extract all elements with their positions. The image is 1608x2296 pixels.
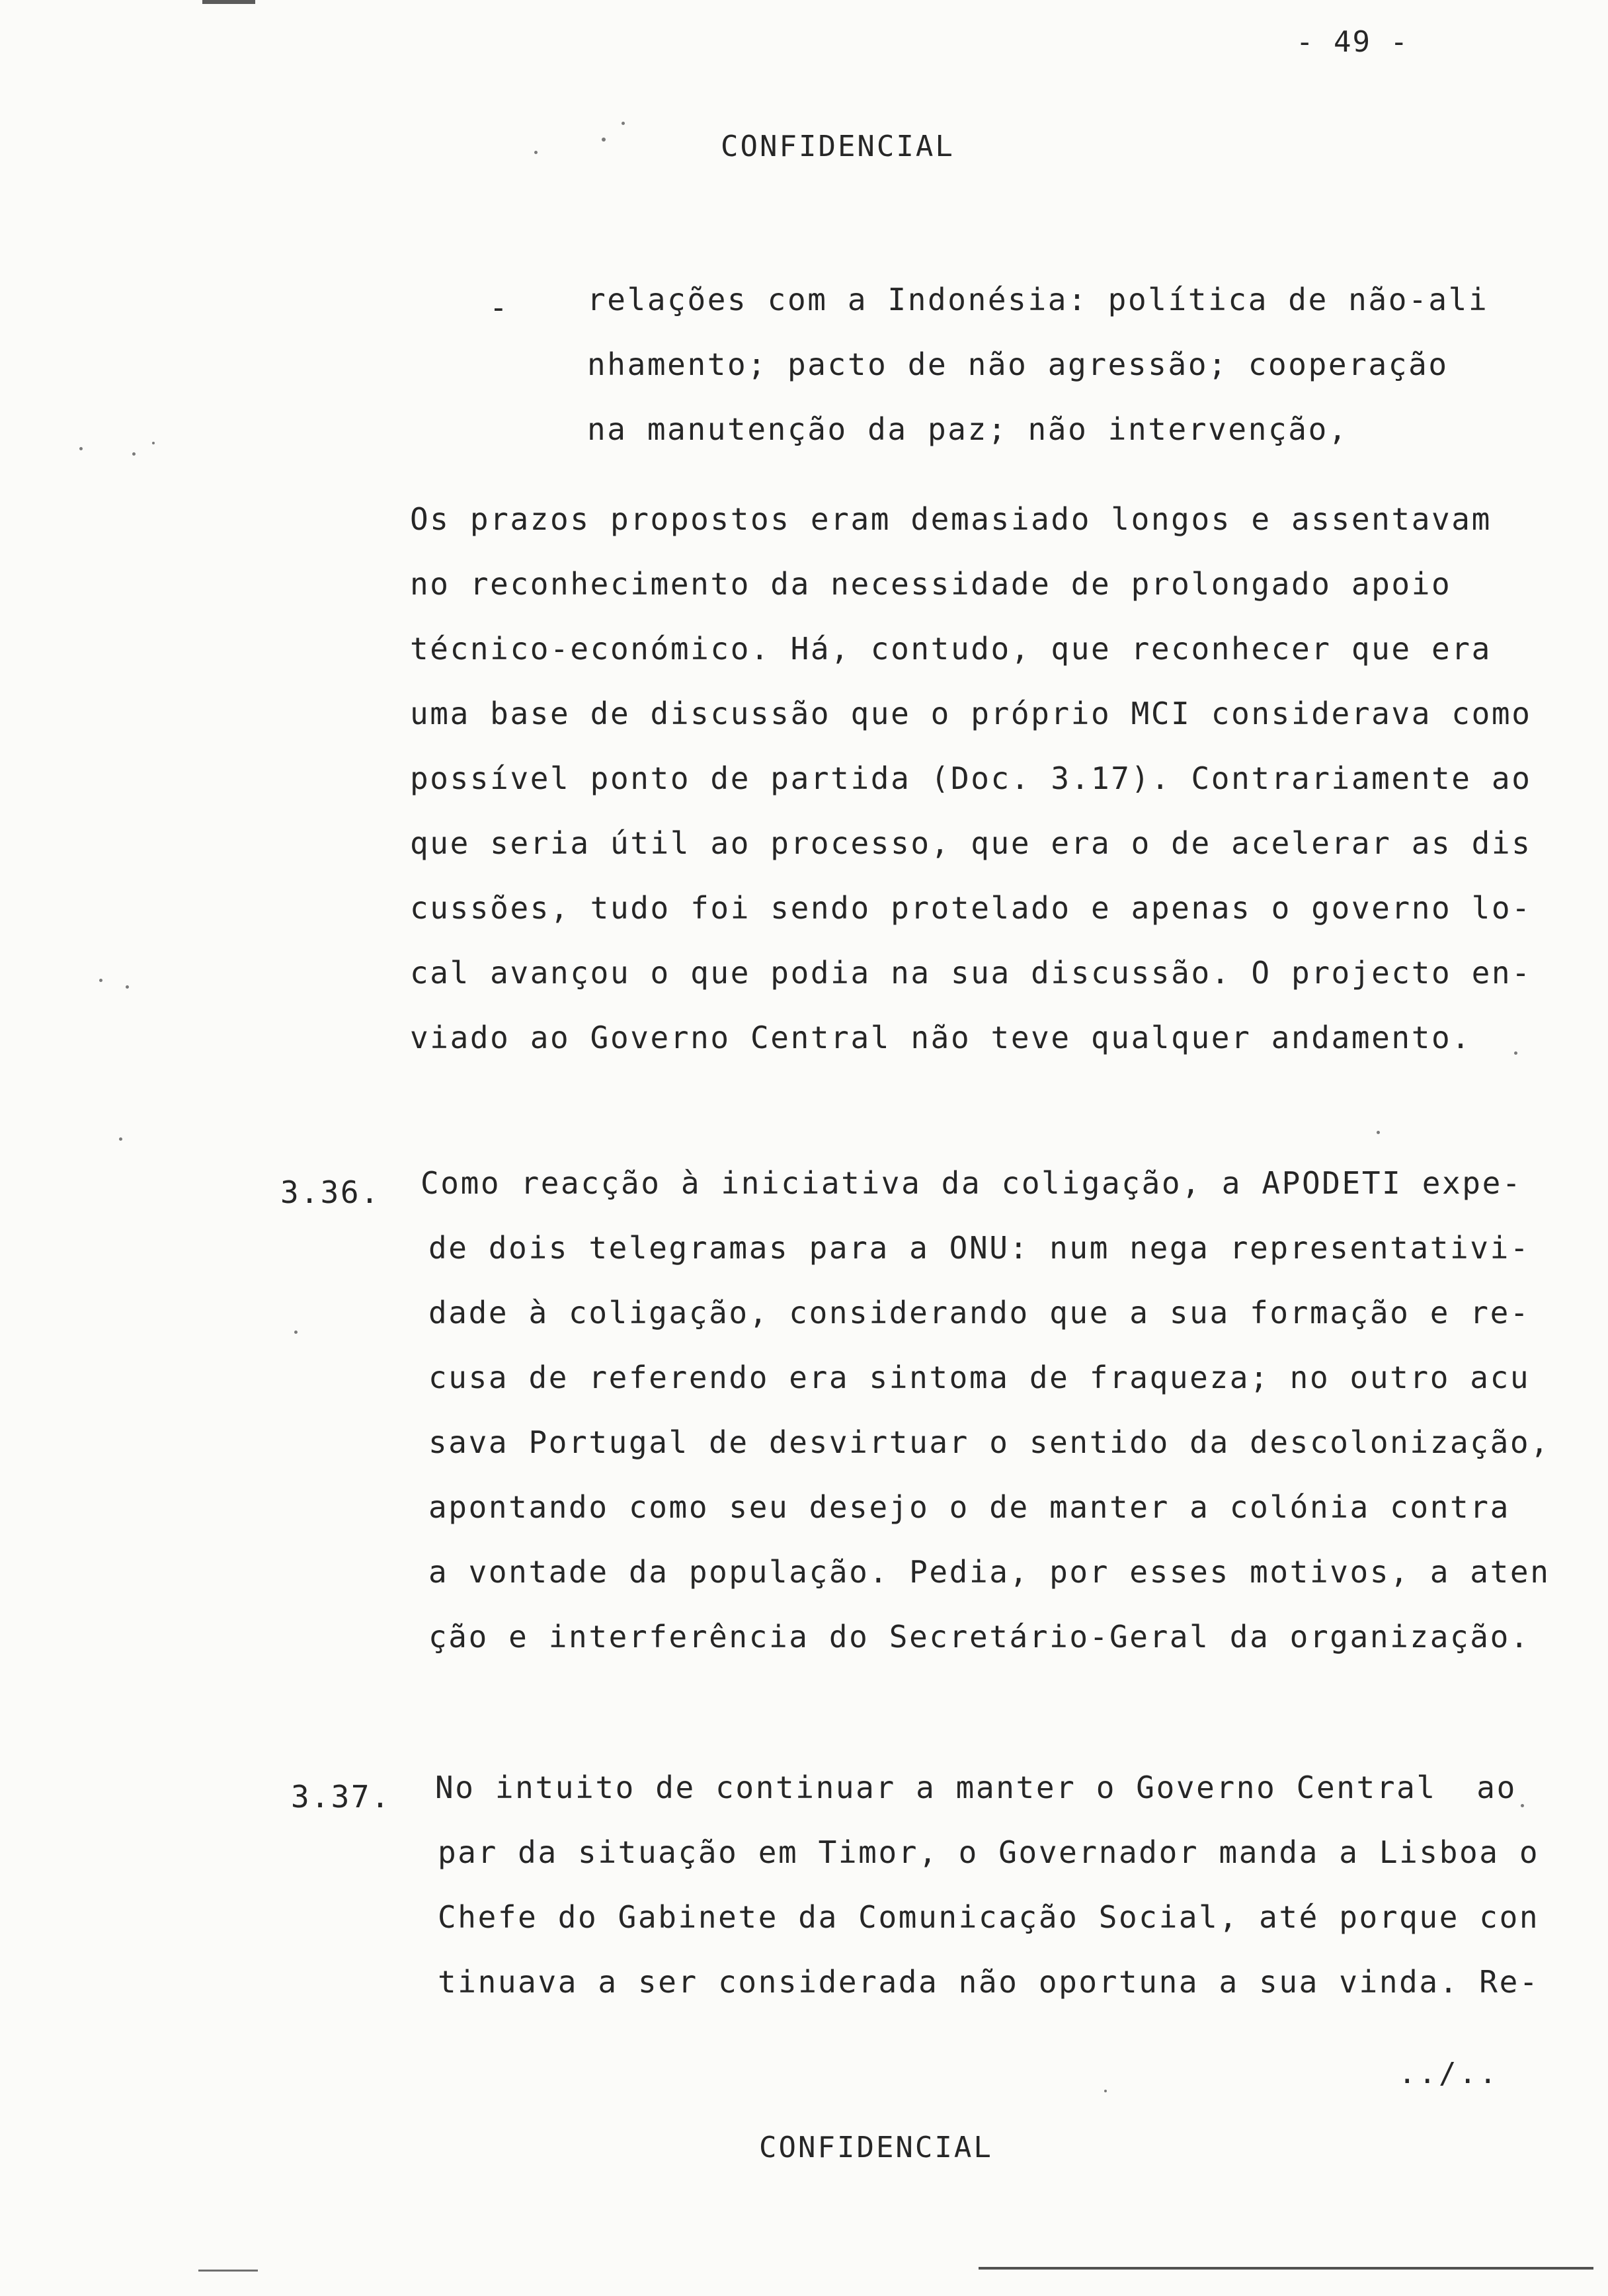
scan-speck <box>602 138 606 142</box>
scan-speck <box>294 1331 298 1334</box>
text-line: uma base de discussão que o próprio MCI considerava como <box>410 696 1532 731</box>
corner-mark-top <box>202 0 255 4</box>
text-line: No intuito de continuar a manter o Governo Central ao <box>435 1770 1517 1805</box>
text-line: no reconhecimento da necessidade de prolongado apoio <box>410 566 1452 602</box>
scan-speck <box>1104 2090 1107 2092</box>
scan-speck <box>99 979 102 982</box>
corner-mark-bottom <box>198 2270 258 2272</box>
scan-speck <box>622 122 625 125</box>
text-line: na manutenção da paz; não intervenção, <box>587 411 1349 447</box>
text-line: técnico-económico. Há, contudo, que reconhecer que era <box>410 631 1492 667</box>
bullet-dash: - <box>489 290 508 325</box>
text-line: Chefe do Gabinete da Comunicação Social, até porque con <box>438 1899 1540 1935</box>
scan-speck <box>152 442 155 444</box>
text-line: Os prazos propostos eram demasiado longos e assentavam <box>410 501 1492 537</box>
text-line: cussões, tudo foi sendo protelado e apenas o governo lo- <box>410 890 1532 926</box>
scan-speck <box>79 447 83 450</box>
text-line: dade à coligação, considerando que a sua formação e re- <box>428 1295 1531 1331</box>
bottom-edge-line <box>979 2267 1593 2270</box>
paragraph-number: 3.36. <box>280 1174 381 1210</box>
text-line: relações com a Indonésia: política de não-ali <box>587 282 1489 317</box>
classification-header: CONFIDENCIAL <box>721 130 955 163</box>
text-line: de dois telegramas para a ONU: num nega representativi- <box>428 1230 1531 1266</box>
page-number: - 49 - <box>1296 25 1409 59</box>
text-line: Como reacção à iniciativa da coligação, a APODETI expe- <box>421 1165 1523 1201</box>
text-line: par da situação em Timor, o Governador manda a Lisboa o <box>438 1834 1540 1870</box>
scan-speck <box>1377 1131 1380 1134</box>
classification-footer: CONFIDENCIAL <box>759 2131 993 2164</box>
continuation-mark: ../.. <box>1398 2057 1500 2090</box>
text-line: tinuava a ser considerada não oportuna a sua vinda. Re- <box>438 1964 1540 2000</box>
text-line: que seria útil ao processo, que era o de acelerar as dis <box>410 825 1532 861</box>
paragraph-number: 3.37. <box>291 1779 391 1815</box>
scan-speck <box>132 452 136 456</box>
text-line: sava Portugal de desvirtuar o sentido da descolonização, <box>428 1424 1550 1460</box>
scan-speck <box>1514 1051 1517 1055</box>
text-line: ção e interferência do Secretário-Geral da organização. <box>428 1619 1531 1655</box>
scan-speck <box>119 1137 122 1141</box>
text-line: cal avançou o que podia na sua discussão. O projecto en- <box>410 955 1532 991</box>
text-line: a vontade da população. Pedia, por esses motivos, a aten <box>428 1554 1550 1590</box>
text-line: possível ponto de partida (Doc. 3.17). Contrariamente ao <box>410 760 1532 796</box>
text-line: nhamento; pacto de não agressão; cooperação <box>587 347 1449 382</box>
text-line: cusa de referendo era sintoma de fraqueza; no outro acu <box>428 1360 1531 1395</box>
scan-speck <box>1521 1804 1524 1807</box>
scan-speck <box>126 985 129 989</box>
text-line: viado ao Governo Central não teve qualquer andamento. <box>410 1020 1472 1055</box>
scan-speck <box>534 151 538 154</box>
text-line: apontando como seu desejo o de manter a colónia contra <box>428 1489 1510 1525</box>
